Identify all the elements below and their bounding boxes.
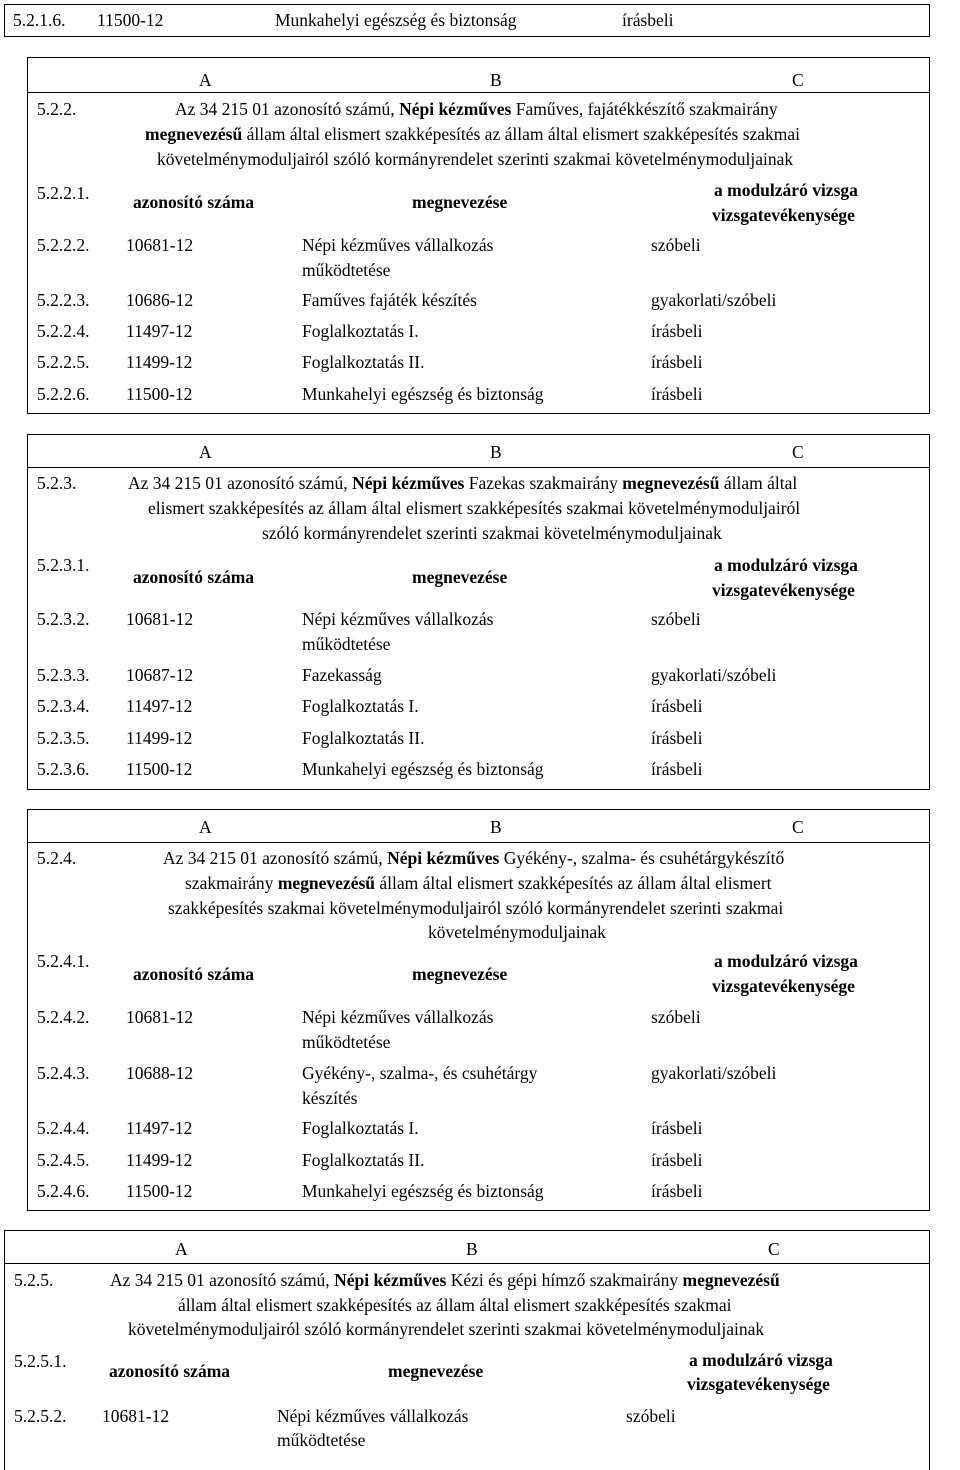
intro-mid: Faműves, fajátékkészítő szakmairány — [515, 99, 778, 119]
header-divider — [5, 1263, 929, 1264]
section-intro-line-3: követelménymoduljairól szóló kormányrendelet szerinti szakmai követelménymoduljainak — [157, 149, 794, 169]
module-name: Fazekasság — [302, 665, 382, 685]
module-name: Népi kézműves vállalkozás — [277, 1406, 469, 1426]
exam-type: gyakorlati/szóbeli — [651, 665, 777, 685]
intro-mid: Kézi és gépi hímző szakmairány — [450, 1270, 679, 1290]
exam-type: szóbeli — [651, 235, 701, 255]
header-name: megnevezése — [412, 567, 508, 587]
column-c-header: C — [792, 442, 804, 462]
row-number: 5.2.2.4. — [37, 321, 90, 341]
row-number: 5.2.4.6. — [37, 1181, 90, 1201]
module-name-cont: működtetése — [277, 1430, 366, 1450]
module-name: Munkahelyi egészség és biztonság — [302, 1181, 544, 1201]
exam-type: írásbeli — [651, 321, 703, 341]
column-c-header: C — [768, 1239, 780, 1259]
module-code: 10681-12 — [126, 235, 194, 255]
module-name-cont: működtetése — [302, 260, 391, 280]
module-code: 11497-12 — [126, 1118, 193, 1138]
row-number: 5.2.3.4. — [37, 696, 90, 716]
exam-type: gyakorlati/szóbeli — [651, 290, 777, 310]
header-id: azonosító száma — [109, 1361, 231, 1381]
row-number: 5.2.4.2. — [37, 1007, 90, 1027]
column-a-header: A — [175, 1239, 188, 1259]
exam-type: írásbeli — [651, 384, 703, 404]
header-exam-1: a modulzáró vizsga — [714, 555, 858, 575]
column-a-header: A — [199, 442, 212, 462]
module-name: Népi kézműves vállalkozás — [302, 1007, 494, 1027]
header-divider — [28, 467, 929, 468]
module-code: 11497-12 — [126, 321, 193, 341]
row-number: 5.2.3.3. — [37, 665, 90, 685]
module-code: 11500-12 — [126, 1181, 193, 1201]
row-number: 5.2.5.2. — [14, 1406, 67, 1426]
column-b-header: B — [466, 1239, 478, 1259]
exam-type: írásbeli — [651, 696, 703, 716]
row-number: 5.2.4.5. — [37, 1150, 90, 1170]
section-intro-line-2 — [185, 871, 772, 896]
column-c-header: C — [792, 817, 804, 837]
section-intro-line-3: követelménymoduljairól szóló kormányrendelet szerinti szakmai követelménymoduljainak — [128, 1319, 765, 1339]
exam-type: írásbeli — [651, 728, 703, 748]
section-number: 5.2.2. — [37, 99, 77, 119]
module-name-cont: készítés — [302, 1088, 358, 1108]
column-a-header: A — [199, 817, 212, 837]
section-intro-line-2: elismert szakképesítés az állam által elismert szakképesítés szakmai követelménymoduljairól — [148, 498, 801, 518]
intro-line2-post: állam által elismert szakképesítés az állam által elismert — [379, 873, 772, 893]
intro-bold2: megnevezésű — [277, 873, 376, 893]
column-b-header: B — [490, 817, 502, 837]
section-intro-line-3: szóló kormányrendelet szerinti szakmai követelménymoduljainak — [262, 523, 722, 543]
exam-type: írásbeli — [651, 1150, 703, 1170]
exam-type: írásbeli — [651, 352, 703, 372]
section-intro-line-3: szakképesítés szakmai követelménymoduljairól szóló kormányrendelet szerinti szakmai — [168, 898, 784, 918]
module-code: 11500-12 — [126, 759, 193, 779]
intro-bold: Népi kézműves — [334, 1270, 447, 1290]
intro-bold: Népi kézműves — [352, 473, 465, 493]
intro-line2-pre: szakmairány — [185, 873, 274, 893]
module-name-cont: működtetése — [302, 634, 391, 654]
section-intro-line-1 — [163, 846, 784, 871]
column-b-header: B — [490, 442, 502, 462]
row-number: 5.2.4.3. — [37, 1063, 90, 1083]
intro-prefix: Az 34 215 01 azonosító számú, — [110, 1270, 330, 1290]
module-name: Foglalkoztatás I. — [302, 321, 419, 341]
intro-bold2: megnevezésű — [622, 473, 720, 493]
intro-mid: Fazekas szakmairány — [468, 473, 618, 493]
intro-prefix: Az 34 215 01 azonosító számú, — [128, 473, 348, 493]
row-number: 5.2.4.4. — [37, 1118, 90, 1138]
module-name: Népi kézműves vállalkozás — [302, 609, 494, 629]
module-name: Gyékény-, szalma-, és csuhétárgy — [302, 1063, 538, 1083]
header-exam-1: a modulzáró vizsga — [714, 951, 858, 971]
section-number: 5.2.4. — [37, 848, 77, 868]
module-code: 10687-12 — [126, 665, 194, 685]
section-intro-line-2: állam által elismert szakképesítés az állam által elismert szakképesítés szakmai — [178, 1295, 732, 1315]
exam-type: írásbeli — [651, 1181, 703, 1201]
header-id: azonosító száma — [133, 192, 255, 212]
module-name: Foglalkoztatás I. — [302, 696, 419, 716]
module-name: Foglalkoztatás II. — [302, 1150, 425, 1170]
column-c-header: C — [792, 70, 804, 90]
header-name: megnevezése — [412, 192, 508, 212]
exam-type: szóbeli — [626, 1406, 676, 1426]
exam-type: szóbeli — [651, 609, 701, 629]
header-row-number: 5.2.5.1. — [14, 1351, 67, 1371]
header-name: megnevezése — [412, 964, 508, 984]
row-number: 5.2.3.6. — [37, 759, 90, 779]
intro-rest-1: állam által elismert szakképesítés az állam által elismert szakképesítés szakmai — [246, 124, 801, 144]
intro-prefix: Az 34 215 01 azonosító számú, — [175, 99, 395, 119]
module-code: 10688-12 — [126, 1063, 194, 1083]
intro-mid: Gyékény-, szalma- és csuhétárgykészítő — [503, 848, 785, 868]
intro-rest-0: állam által — [723, 473, 798, 493]
header-exam-2: vizsgatevékenysége — [712, 976, 855, 996]
section-intro-line-1 — [128, 471, 797, 496]
section-number: 5.2.3. — [37, 473, 77, 493]
module-code: 10681-12 — [102, 1406, 170, 1426]
module-code: 10686-12 — [126, 290, 194, 310]
module-code: 11500-12 — [97, 10, 164, 30]
row-number: 5.2.2.6. — [37, 384, 90, 404]
header-row-number: 5.2.4.1. — [37, 951, 90, 971]
module-name-cont: működtetése — [302, 1032, 391, 1052]
intro-prefix: Az 34 215 01 azonosító számú, — [163, 848, 383, 868]
row-number: 5.2.2.3. — [37, 290, 90, 310]
header-row-number: 5.2.3.1. — [37, 555, 90, 575]
row-number: 5.2.2.5. — [37, 352, 90, 372]
module-code: 11497-12 — [126, 696, 193, 716]
exam-type: szóbeli — [651, 1007, 701, 1027]
header-id: azonosító száma — [133, 964, 255, 984]
module-name: Foglalkoztatás II. — [302, 728, 425, 748]
intro-bold2: megnevezésű — [682, 1270, 780, 1290]
header-id: azonosító száma — [133, 567, 255, 587]
module-name: Munkahelyi egészség és biztonság — [302, 759, 544, 779]
header-exam-1: a modulzáró vizsga — [714, 180, 858, 200]
top-row-box — [4, 4, 930, 37]
module-code: 11499-12 — [126, 728, 193, 748]
row-number: 5.2.3.5. — [37, 728, 90, 748]
module-name: Munkahelyi egészség és biztonság — [302, 384, 544, 404]
module-code: 10681-12 — [126, 609, 194, 629]
module-code: 11499-12 — [126, 1150, 193, 1170]
header-name: megnevezése — [388, 1361, 484, 1381]
module-name: Munkahelyi egészség és biztonság — [275, 10, 517, 30]
section-intro-line-1 — [110, 1268, 780, 1293]
module-code: 10681-12 — [126, 1007, 194, 1027]
intro-bold2: megnevezésű — [145, 124, 243, 144]
module-name: Faműves fajáték készítés — [302, 290, 477, 310]
section-number: 5.2.5. — [14, 1270, 54, 1290]
intro-bold: Népi kézműves — [387, 848, 500, 868]
exam-type: írásbeli — [651, 1118, 703, 1138]
exam-type: gyakorlati/szóbeli — [651, 1063, 777, 1083]
section-intro-line-2 — [145, 122, 800, 147]
header-exam-2: vizsgatevékenysége — [712, 580, 855, 600]
header-row-number: 5.2.2.1. — [37, 183, 90, 203]
intro-bold: Népi kézműves — [399, 99, 512, 119]
header-exam-1: a modulzáró vizsga — [689, 1350, 833, 1370]
module-name: Foglalkoztatás II. — [302, 352, 425, 372]
exam-type: írásbeli — [651, 759, 703, 779]
header-exam-2: vizsgatevékenysége — [712, 205, 855, 225]
section-intro-line-1 — [175, 97, 778, 122]
module-code: 11500-12 — [126, 384, 193, 404]
column-a-header: A — [199, 70, 212, 90]
module-code: 11499-12 — [126, 352, 193, 372]
row-number: 5.2.1.6. — [13, 10, 66, 30]
module-name: Foglalkoztatás I. — [302, 1118, 419, 1138]
exam-type: írásbeli — [622, 10, 674, 30]
row-number: 5.2.3.2. — [37, 609, 90, 629]
row-number: 5.2.2.2. — [37, 235, 90, 255]
header-divider — [28, 842, 929, 843]
module-name: Népi kézműves vállalkozás — [302, 235, 494, 255]
header-exam-2: vizsgatevékenysége — [687, 1374, 830, 1394]
section-intro-line-4: követelménymoduljainak — [428, 922, 606, 942]
column-b-header: B — [490, 70, 502, 90]
